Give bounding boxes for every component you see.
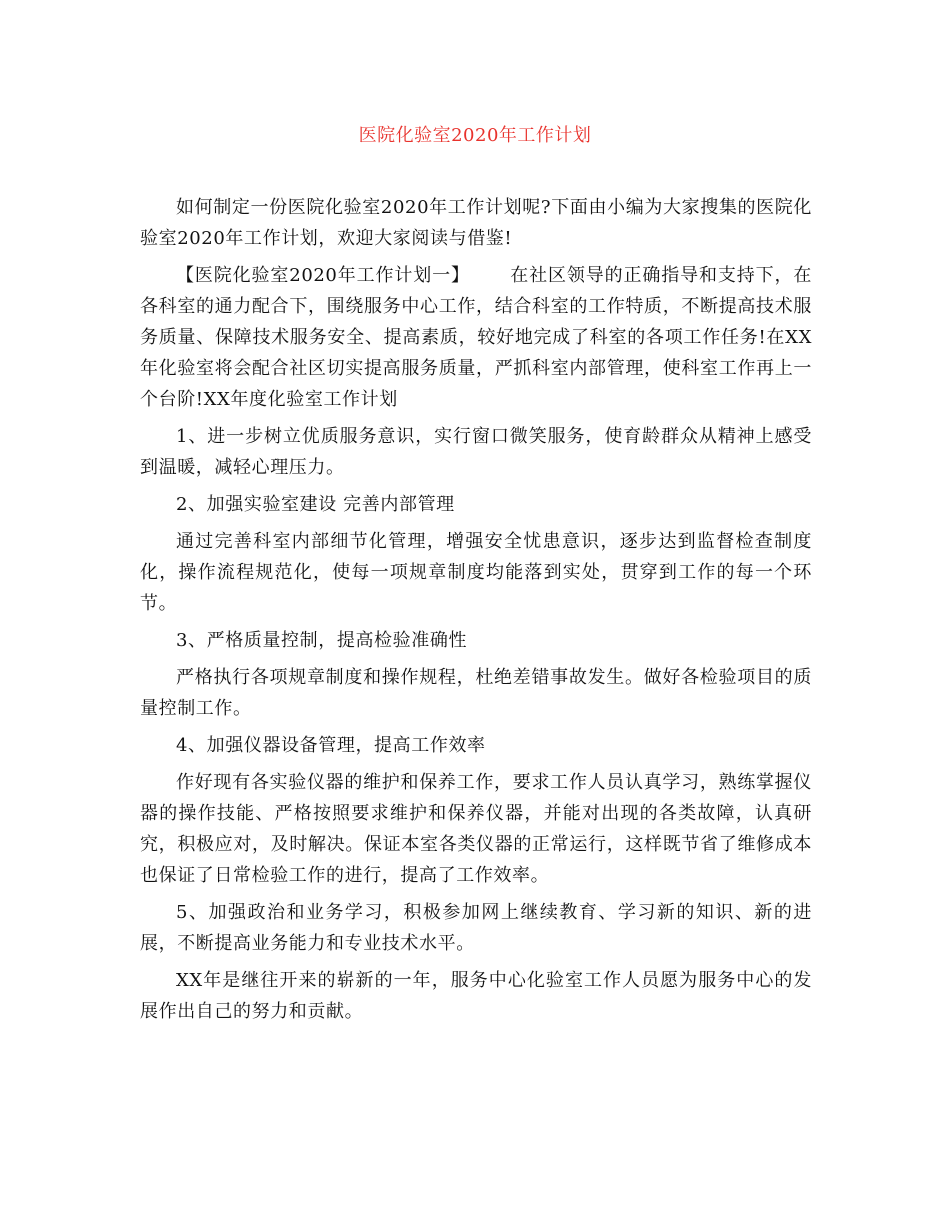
document-title: 医院化验室2020年工作计划 (358, 125, 592, 146)
closing-paragraph: XX年是继往开来的崭新的一年，服务中心化验室工作人员愿为服务中心的发展作出自己的努力和贡献。 (140, 970, 812, 1022)
plan-one-paragraph (140, 260, 812, 415)
item-2-heading: 2、加强实验室建设 完善内部管理 (176, 494, 455, 515)
item-5-paragraph: 5、加强政治和业务学习，积极参加网上继续教育、学习新的知识、新的进展，不断提高业务能力和专业技术水平。 (140, 902, 812, 954)
plan-one-heading: 【医院化验室2020年工作计划一】 (176, 265, 470, 286)
item-1-paragraph: 1、进一步树立优质服务意识，实行窗口微笑服务，使育龄群众从精神上感受到温暖，减轻心理压力。 (140, 426, 812, 478)
item-3-heading: 3、严格质量控制，提高检验准确性 (176, 630, 468, 651)
document-body (140, 192, 812, 1033)
intro-paragraph: 如何制定一份医院化验室2020年工作计划呢?下面由小编为大家搜集的医院化验室2020年工作计划，欢迎大家阅读与借鉴! (140, 197, 812, 249)
item-3-paragraph: 严格执行各项规章制度和操作规程，杜绝差错事故发生。做好各检验项目的质量控制工作。 (140, 667, 812, 719)
plan-one-text: 在社区领导的正确指导和支持下，在各科室的通力配合下，围绕服务中心工作，结合科室的工作特质，不断提高技术服务质量、保障技术服务安全、提高素质，较好地完成了科室的各项工作任务!在XX年化验室将会配合社区切实提高服务质量，严抓科室内部管理，使科室工作再上一个台阶!XX年度化验室工作计划 (140, 265, 812, 410)
item-4-heading: 4、加强仪器设备管理，提高工作效率 (176, 735, 486, 756)
item-2-paragraph: 通过完善科室内部细节化管理，增强安全忧患意识，逐步达到监督检查制度化，操作流程规范化，使每一项规章制度均能落到实处，贯穿到工作的每一个环节。 (140, 531, 812, 614)
item-4-paragraph: 作好现有各实验仪器的维护和保养工作，要求工作人员认真学习，熟练掌握仪器的操作技能、严格按照要求维护和保养仪器，并能对出现的各类故障，认真研究，积极应对，及时解决。保证本室各类仪器的正常运行，这样既节省了维修成本也保证了日常检验工作的进行，提高了工作效率。 (140, 772, 812, 886)
